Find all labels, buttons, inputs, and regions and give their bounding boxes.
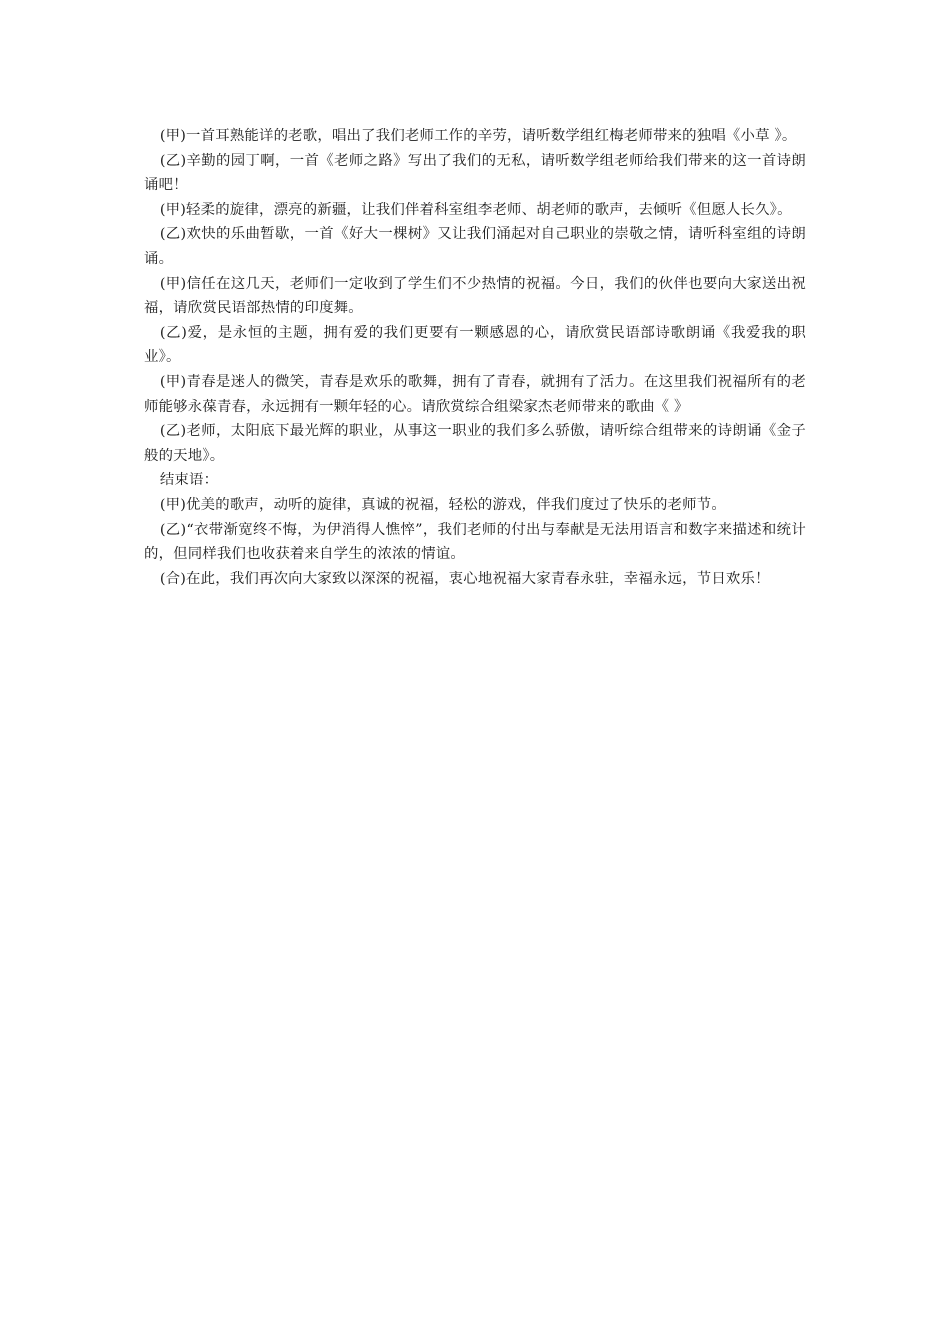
- paragraph-3: (甲)轻柔的旋律，漂亮的新疆，让我们伴着科室组李老师、胡老师的歌声，去倾听《但愿人长久》。: [159, 201, 792, 218]
- paragraph-1: (甲)一首耳熟能详的老歌，唱出了我们老师工作的辛劳，请听数学组红梅老师带来的独唱《小草 》。: [159, 128, 797, 144]
- paragraph-9: (甲)优美的歌声，动听的旋律，真诚的祝福，轻松的游戏，伴我们度过了快乐的老师节。: [159, 496, 726, 513]
- paragraph-2: (乙)辛勤的园丁啊，一首《老师之路》写出了我们的无私，请听数学组老师给我们带来的这一首诗朗诵吧！: [144, 152, 806, 194]
- paragraph-11: (合)在此，我们再次向大家致以深深的祝福，衷心地祝福大家青春永驻，幸福永远，节日欢乐！: [159, 570, 770, 587]
- paragraph-8: (乙)老师，太阳底下最光辉的职业，从事这一职业的我们多么骄傲，请听综合组带来的诗朗诵《金子般的天地》。: [144, 423, 806, 464]
- paragraph-5: (甲)信任在这几天，老师们一定收到了学生们不少热情的祝福。今日，我们的伙伴也要向大家送出祝福，请欣赏民语部热情的印度舞。: [144, 275, 806, 317]
- paragraph-10: (乙)“衣带渐宽终不悔，为伊消得人憔悴”，我们老师的付出与奉献是无法用语言和数字来描述和统计的，但同样我们也收获着来自学生的浓浓的情谊。: [144, 521, 806, 563]
- document-body: [144, 124, 806, 591]
- paragraph-6: (乙)爱，是永恒的主题，拥有爱的我们更要有一颗感恩的心，请欣赏民语部诗歌朗诵《我爱我的职业》。: [144, 324, 806, 366]
- closing-heading: 结束语：: [159, 472, 219, 489]
- paragraph-7: (甲)青春是迷人的微笑，青春是欢乐的歌舞，拥有了青春，就拥有了活力。在这里我们祝福所有的老师能够永葆青春，永远拥有一颗年轻的心。请欣赏综合组梁家杰老师带来的歌曲《 》: [144, 373, 806, 415]
- paragraph-4: (乙)欢快的乐曲暂歇，一首《好大一棵树》又让我们涌起对自己职业的崇敬之情，请听科室组的诗朗诵。: [144, 226, 806, 267]
